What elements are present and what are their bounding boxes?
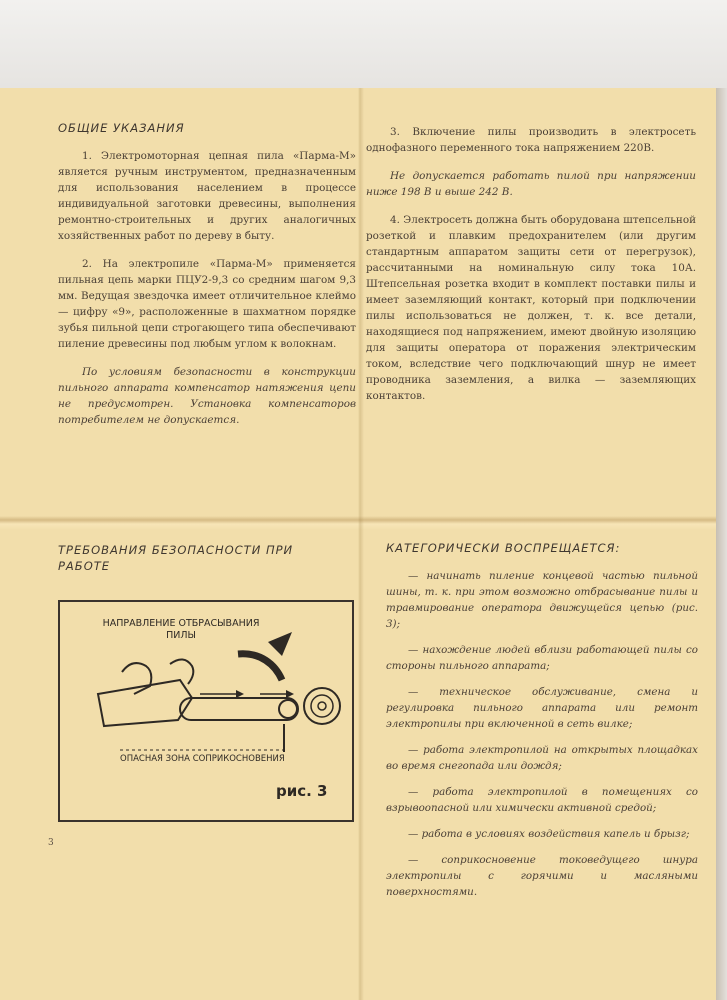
power-paragraph-2: Не допускается работать пилой при напряжении ниже 198 В и выше 242 В. bbox=[366, 170, 696, 198]
sheet-edge bbox=[716, 88, 727, 1000]
figure-3 bbox=[58, 600, 354, 822]
power-section bbox=[366, 124, 696, 416]
forbidden-item-5: — работа электропилой в помещениях со взрывоопасной или химически активной средой; bbox=[386, 786, 698, 814]
saw-body bbox=[98, 680, 192, 726]
power-paragraph-3: 4. Электросеть должна быть оборудована штепсельной розеткой и плавким предохранителем (или другим стандартным аппаратом защиты сети от перегрузок), рассчитанными на номинальную силу тока 10А. Штепсельная розетка входит в комплект поставки пилы и имеет заземляющий контакт, который при подключении пилы использоваться не должен, т. к. все детали, находящиеся под напряжением, имеют двойную изоляцию для защиты оператора от поражения электрическим током, вследствие чего подключающий шнур не имеет проводника заземления, а вилка — заземляющих контактов. bbox=[366, 214, 696, 402]
forbidden-item-7: — соприкосновение токоведущего шнура электропилы с горячими и масляными поверхностями. bbox=[386, 854, 698, 898]
bar-nose bbox=[279, 700, 297, 718]
chain-arrowhead-1 bbox=[236, 690, 244, 698]
guide-bar bbox=[180, 698, 298, 720]
kickback-direction-text: НАПРАВЛЕНИЕ ОТБРАСЫВАНИЯ ПИЛЫ bbox=[102, 618, 260, 641]
forbidden-item-1: — начинать пиление концевой частью пильной шины, т. к. при этом возможно отбрасывание пилы и травмирование оператора движущейся цепью (рис. 3); bbox=[386, 570, 698, 630]
forbidden-item-4: — работа электропилой на открытых площадках во время снегопада или дождя; bbox=[386, 744, 698, 772]
general-section bbox=[58, 120, 356, 440]
scan-background bbox=[0, 0, 727, 88]
kickback-direction-label bbox=[96, 618, 266, 642]
page-number: 3 bbox=[48, 838, 54, 848]
forbidden-title: КАТЕГОРИЧЕСКИ ВОСПРЕЩАЕТСЯ: bbox=[386, 541, 621, 555]
figure-caption: рис. 3 bbox=[276, 782, 328, 800]
danger-zone-label bbox=[120, 754, 285, 764]
general-paragraph-3: По условиям безопасности в конструкции пильного аппарата компенсатор натяжения цепи не предусмотрен. Установка компенсаторов потребителем не допускается. bbox=[58, 366, 356, 426]
general-paragraph-1: 1. Электромоторная цепная пила «Парма-М» является ручным инструментом, предназначенным для использования населением в процессе индивидуальной заготовки древесины, выполнения ремонтно-строительных и других аналогичных хозяйственных работ по дереву в быту. bbox=[58, 150, 356, 242]
general-paragraph-2: 2. На электропиле «Парма-М» применяется пильная цепь марки ПЦУ2-9,3 со средним шагом 9,3 мм. Ведущая звездочка имеет отличительное клеймо — цифру «9», расположенные в шахматном порядке зубья пильной цепи строгающего типа обеспечивают пиление древесины под любым углом к волокнам. bbox=[58, 258, 356, 350]
forbidden-section bbox=[386, 540, 698, 910]
forbidden-item-6: — работа в условиях воздействия капель и брызг; bbox=[408, 828, 690, 840]
safety-title: ТРЕБОВАНИЯ БЕЗОПАСНОСТИ ПРИ РАБОТЕ bbox=[58, 543, 294, 573]
chain-arrowhead-2 bbox=[286, 690, 294, 698]
danger-zone-text: ОПАСНАЯ ЗОНА СОПРИКОСНОВЕНИЯ bbox=[120, 754, 285, 764]
forbidden-item-3: — техническое обслуживание, смена и регулировка пильного аппарата или ремонт электропилы при включенной в сеть вилке; bbox=[386, 686, 698, 730]
power-paragraph-1: 3. Включение пилы производить в электросеть однофазного переменного тока напряжением 220В. bbox=[366, 126, 696, 154]
log-ring-2 bbox=[318, 702, 326, 710]
log-ring-1 bbox=[311, 695, 333, 717]
kickback-arrowhead bbox=[268, 632, 292, 656]
log-section bbox=[304, 688, 340, 724]
kickback-arrow bbox=[238, 654, 282, 680]
general-title: ОБЩИЕ УКАЗАНИЯ bbox=[58, 121, 185, 135]
forbidden-item-2: — нахождение людей вблизи работающей пилы со стороны пильного аппарата; bbox=[386, 644, 698, 672]
safety-section bbox=[58, 542, 298, 586]
